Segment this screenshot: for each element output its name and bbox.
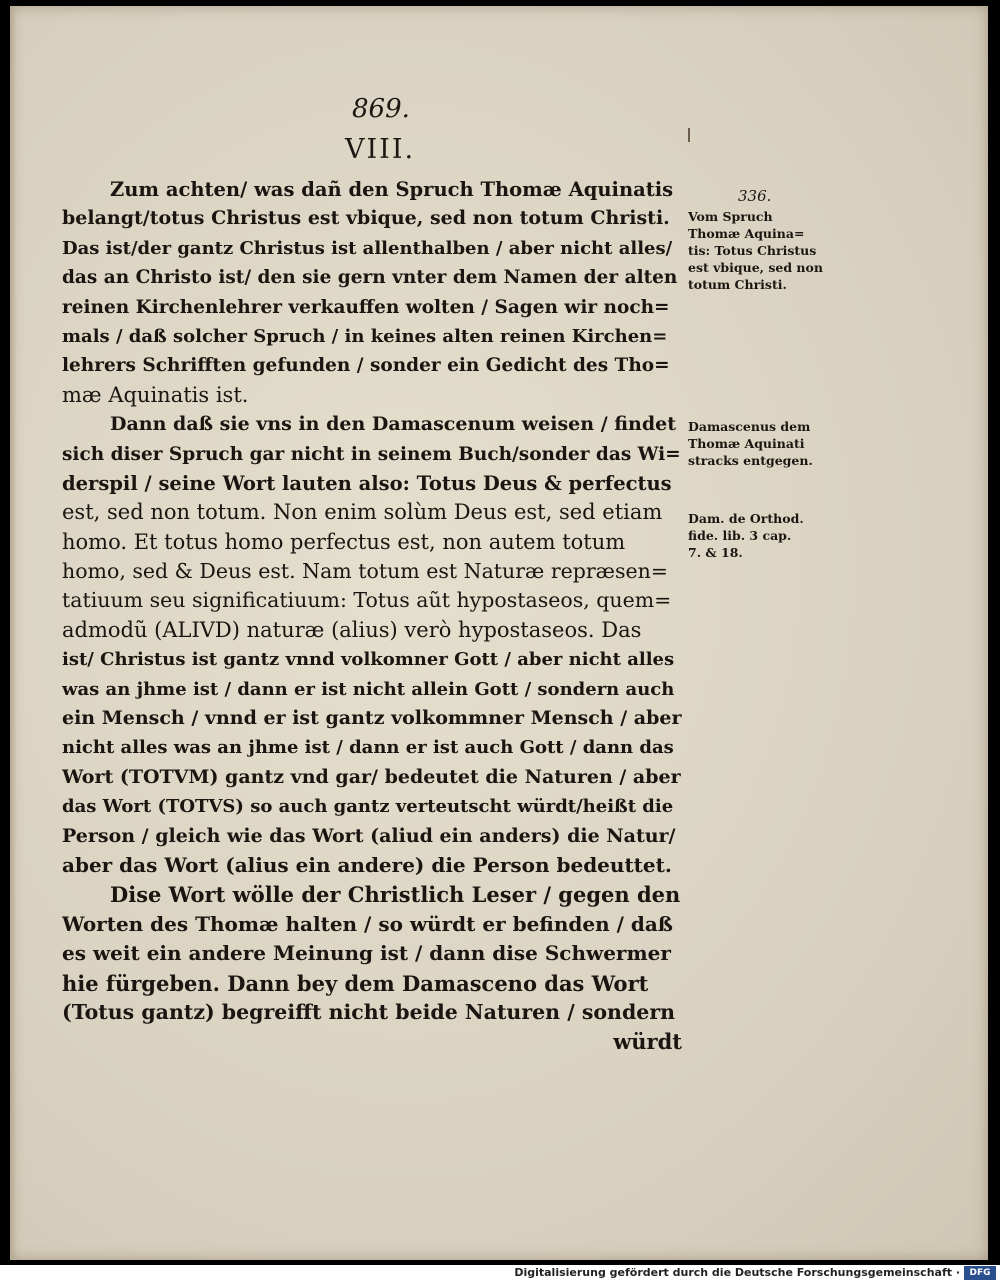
margin-note-line: Dam. de Orthod.	[688, 511, 804, 526]
text-line: ist/ Christus ist gantz vnnd volkomner Gott / aber nicht alles	[62, 649, 675, 671]
text-line: mæ Aquinatis ist.	[62, 382, 249, 407]
text-line: derspil / seine Wort lauten also: Totus Deus & perfectus	[62, 471, 672, 495]
margin-note-line: Thomæ Aquina=	[688, 226, 805, 241]
text-line: tatiuum seu significatiuum: Totus aũt hypostaseos, quem=	[62, 588, 672, 613]
footer-bar	[0, 1265, 1000, 1282]
text-line: Wort (TOTVM) gantz vnd gar/ bedeutet die Naturen / aber	[62, 765, 681, 788]
text-line: nicht alles was an jhme ist / dann er ist auch Gott / dann das	[62, 737, 674, 759]
margin-note-line: fide. lib. 3 cap.	[688, 528, 792, 543]
margin-note-line: totum Christi.	[688, 277, 787, 292]
text-line: Das ist/der gantz Christus ist allenthalben / aber nicht alles/	[62, 237, 673, 259]
text-line: ein Mensch / vnnd er ist gantz volkommner Mensch / aber	[62, 707, 682, 730]
text-line: mals / daß solcher Spruch / in keines alten reinen Kirchen=	[62, 325, 668, 347]
margin-note-line: 7. & 18.	[688, 545, 743, 560]
text-line: es weit ein andere Meinung ist / dann dise Schwermer	[62, 941, 671, 966]
text-line: würdt	[613, 1029, 682, 1055]
text-line: Person / gleich wie das Wort (aliud ein anders) die Natur/	[62, 824, 676, 847]
margin-note-spruch	[688, 208, 848, 293]
text-line: (Totus gantz) begreifft nicht beide Naturen / sondern	[62, 999, 676, 1024]
dfg-logo: DFG	[964, 1266, 996, 1280]
margin-note-line: Damascenus dem	[688, 419, 811, 434]
margin-note-damascenus	[688, 418, 848, 469]
margin-note-line: est vbique, sed non	[688, 260, 823, 275]
page-number: 869.	[352, 94, 410, 124]
book-page	[10, 6, 988, 1260]
margin-note-line: stracks entgegen.	[688, 453, 813, 468]
text-line: Dann daß sie vns in den Damascenum weisen / findet	[110, 413, 677, 436]
text-line: est, sed non totum. Non enim solùm Deus est, sed etiam	[62, 500, 663, 525]
text-line: das Wort (TOTVS) so auch gantz verteutscht würdt/heißt die	[62, 796, 674, 818]
text-line: reinen Kirchenlehrer verkauffen wolten / Sagen wir noch=	[62, 296, 670, 318]
text-line: Zum achten/ was dañ den Spruch Thomæ Aquinatis	[110, 178, 674, 201]
text-line: was an jhme ist / dann er ist nicht allein Gott / sondern auch	[62, 678, 675, 700]
text-line: admodũ (ALIVD) naturæ (alius) verò hypostaseos. Das	[62, 617, 642, 642]
ink-mark	[688, 128, 690, 142]
margin-note-line: tis: Totus Christus	[688, 243, 817, 258]
text-line: sich diser Spruch gar nicht in seinem Buch/sonder das Wi=	[62, 443, 681, 465]
text-line: Worten des Thomæ halten / so würdt er befinden / daß	[62, 911, 674, 936]
footer-credit: Digitalisierung gefördert durch die Deutsche Forschungsgemeinschaft ·	[514, 1266, 960, 1279]
margin-note-reference	[688, 510, 848, 561]
text-line: hie fürgeben. Dann bey dem Damasceno das Wort	[62, 970, 649, 996]
margin-note-line: Vom Spruch	[688, 209, 773, 224]
text-line: belangt/totus Christus est vbique, sed non totum Christi.	[62, 207, 670, 230]
text-line: homo, sed & Deus est. Nam totum est Naturæ repræsen=	[62, 559, 668, 584]
margin-note-number: 336.	[738, 187, 772, 205]
body-text	[62, 175, 682, 1057]
section-heading: VIII.	[345, 134, 416, 165]
text-line: homo. Et totus homo perfectus est, non autem totum	[62, 529, 626, 554]
text-line: lehrers Schrifften gefunden / sonder ein Gedicht des Tho=	[62, 355, 670, 377]
margin-note-line: Thomæ Aquinati	[688, 436, 805, 451]
text-line: Dise Wort wölle der Christlich Leser / gegen den	[110, 882, 681, 908]
text-line: aber das Wort (alius ein andere) die Person bedeuttet.	[62, 852, 672, 877]
text-line: das an Christo ist/ den sie gern vnter dem Namen der alten	[62, 267, 678, 289]
